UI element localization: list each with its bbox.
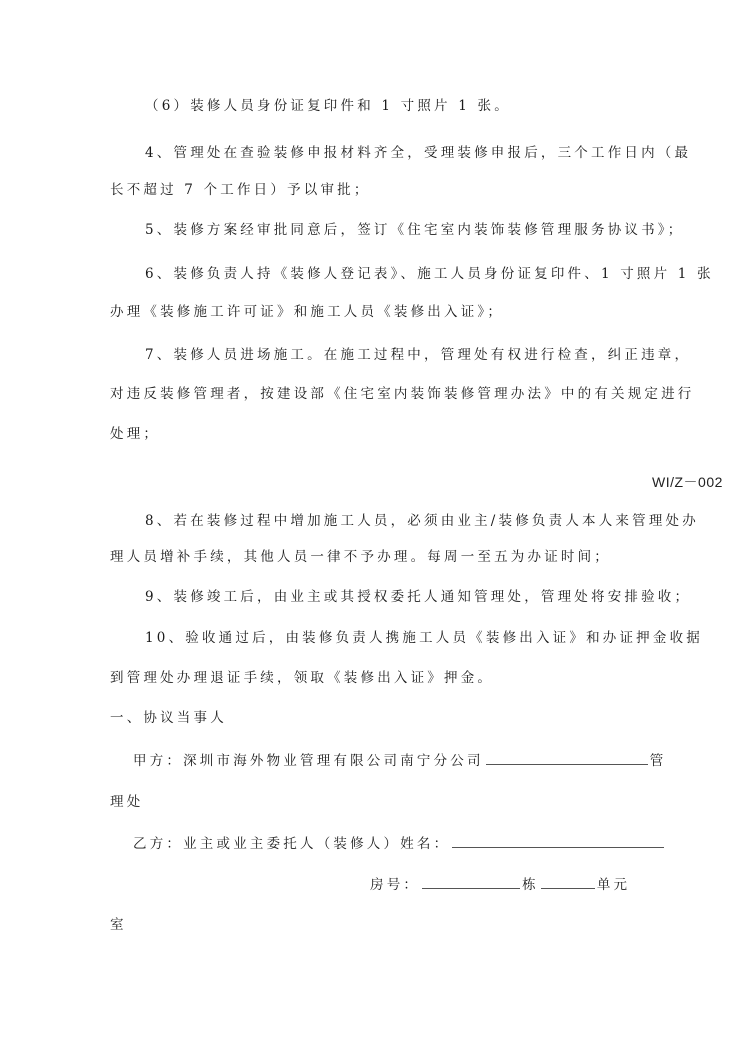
unit-label: 单元 — [596, 877, 631, 893]
room-row — [370, 874, 630, 895]
party-a-row — [133, 750, 666, 771]
paragraph-5: 5、装修方案经审批同意后，签订《住宅室内装饰装修管理服务协议书》； — [145, 222, 685, 238]
paragraph-7-line-3: 处理； — [110, 426, 161, 442]
paragraph-8-line-2: 理人员增补手续，其他人员一律不予办理。每周一至五为办证时间； — [110, 549, 611, 565]
building-field[interactable] — [422, 874, 520, 889]
paragraph-8-line-1: 8、若在装修过程中增加施工人员，必须由业主/装修负责人本人来管理处办 — [145, 513, 699, 529]
paragraph-7-line-1: 7、装修人员进场施工。在施工过程中，管理处有权进行检查，纠正违章， — [145, 347, 692, 363]
paragraph-6-line-1: 6、装修负责人持《装修人登记表》、施工人员身份证复印件、1 寸照片 1 张 — [145, 266, 714, 282]
section-heading-parties: 一、协议当事人 — [110, 710, 227, 726]
party-b-row — [133, 833, 666, 854]
room-suffix: 室 — [110, 917, 127, 933]
paragraph-7-line-2: 对违反装修管理者，按建设部《住宅室内装饰装修管理办法》中的有关规定进行 — [110, 386, 695, 402]
room-label: 房号： — [370, 877, 421, 893]
unit-field[interactable] — [541, 874, 595, 889]
paragraph-9: 9、装修竣工后，由业主或其授权委托人通知管理处，管理处将安排验收； — [145, 589, 692, 605]
paragraph-item-6: （6）装修人员身份证复印件和 1 寸照片 1 张。 — [145, 98, 511, 114]
paragraph-4-line-1: 4、管理处在查验装修申报材料齐全，受理装修申报后，三个工作日内（最 — [145, 145, 692, 161]
party-a-suffix: 管 — [649, 753, 667, 769]
party-b-name-field[interactable] — [452, 833, 664, 848]
party-a-label: 甲方：深圳市海外物业管理有限公司南宁分公司 — [133, 753, 484, 769]
paragraph-10-line-2: 到管理处办理退证手续，领取《装修出入证》押金。 — [110, 670, 495, 686]
paragraph-6-line-2: 办理《装修施工许可证》和施工人员《装修出入证》； — [110, 304, 505, 320]
paragraph-4-line-2: 长不超过 7 个工作日）予以审批； — [110, 182, 371, 198]
paragraph-10-line-1: 10、验收通过后，由装修负责人携施工人员《装修出入证》和办证押金收据 — [145, 630, 703, 646]
building-label: 栋 — [522, 877, 539, 893]
party-a-continuation: 理处 — [110, 794, 144, 810]
document-code: WI/Z－002 — [652, 474, 723, 490]
party-a-blank-field[interactable] — [486, 750, 648, 765]
party-b-label: 乙方：业主或业主委托人（装修人）姓名： — [133, 836, 451, 852]
